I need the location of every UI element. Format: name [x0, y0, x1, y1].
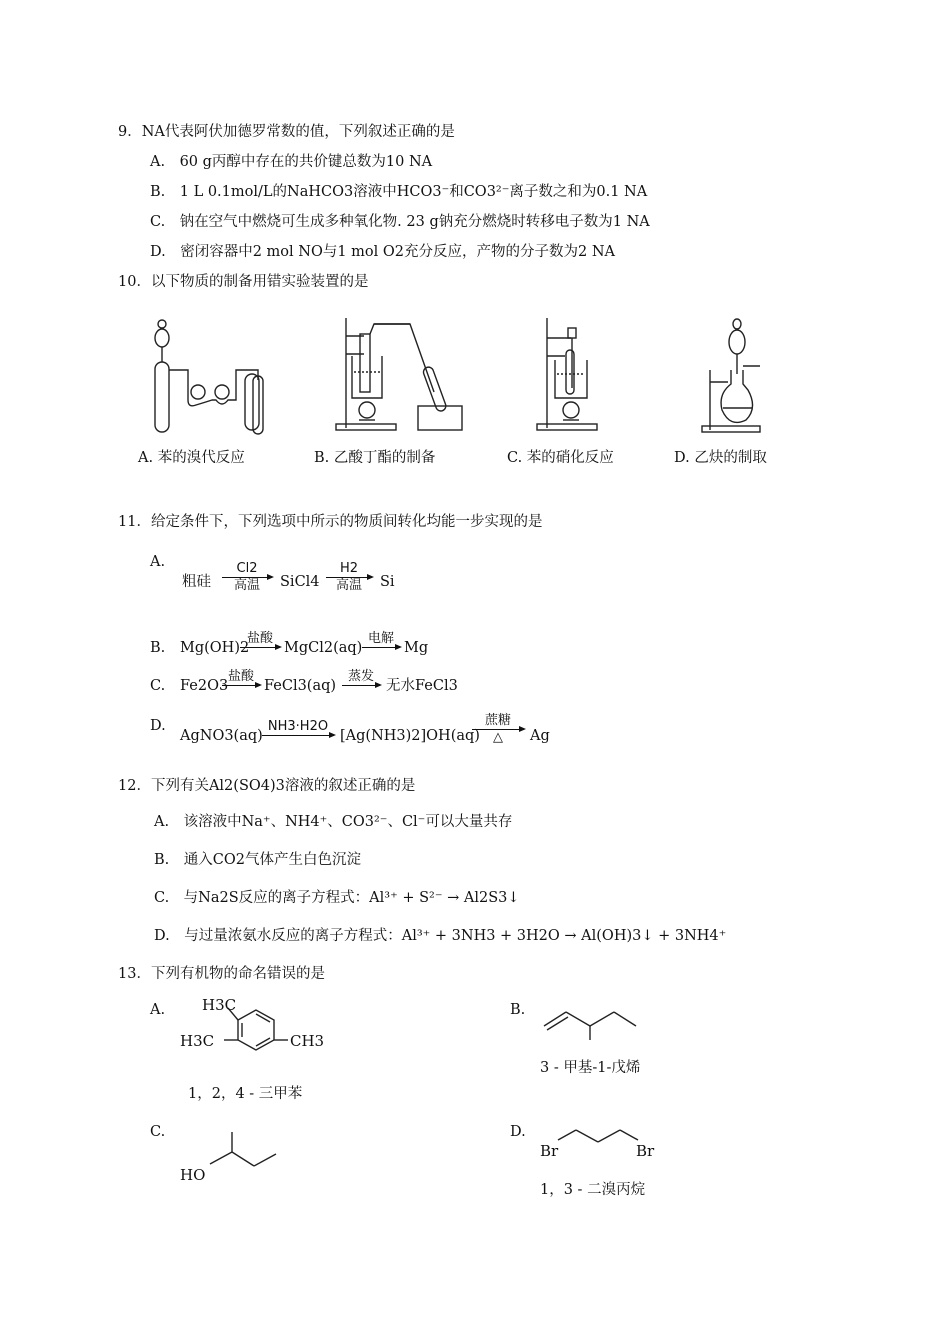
q11-option-a-label: A.	[150, 554, 166, 570]
q11-c-r1-reagent: 盐酸	[227, 669, 254, 684]
q11-c-end: 无水FeCl3	[386, 678, 458, 694]
q11-c-r2-reagent: 蒸发	[347, 669, 374, 684]
q12-stem: 12．下列有关Al2(SO4)3溶液的叙述正确的是	[118, 778, 416, 794]
q9-option-c: C. 钠在空气中燃烧可生成多种氧化物. 23 g钠充分燃烧时转移电子数为1 NA	[150, 214, 650, 230]
q11-b-start: Mg(OH)2	[180, 640, 250, 656]
q11-a-r1-arrow	[222, 577, 272, 578]
q11-c-r2-arrow	[342, 685, 380, 686]
apparatus-b-butyl-acetate	[334, 310, 464, 440]
q11-a-reaction-1	[222, 562, 272, 593]
q9-option-d: D. 密闭容器中2 mol NO与1 mol O2充分反应，产物的分子数为2 NA	[150, 244, 616, 260]
q9-option-b: B. 1 L 0.1mol/L的NaHCO3溶液中HCO3⁻和CO3²⁻离子数之和为0.1 NA	[150, 184, 648, 200]
q10-option-b: B. 乙酸丁酯的制备	[314, 450, 436, 466]
q10-option-c: C. 苯的硝化反应	[507, 450, 614, 466]
q13-c-ho: HO	[180, 1166, 206, 1184]
q11-b-r2-reagent: 电解	[367, 631, 394, 646]
q13-option-b-label: B.	[510, 1002, 526, 1018]
q13-stem: 13．下列有机物的命名错误的是	[118, 966, 325, 982]
apparatus-d-acetylene	[700, 310, 780, 440]
q11-c-mid: FeCl3(aq)	[264, 678, 337, 694]
q11-a-reaction-2	[326, 562, 372, 593]
q12-option-c: C. 与Na2S反应的离子方程式：Al³⁺ + S²⁻ → Al2S3↓	[154, 890, 520, 906]
q11-d-r2-reagent: 蔗糖	[484, 713, 511, 728]
q11-a-r2-arrow	[326, 577, 372, 578]
q11-b-mid: MgCl2(aq)	[284, 640, 363, 656]
q11-d-start: AgNO3(aq)	[180, 728, 263, 744]
q13-c-structure	[180, 1128, 280, 1188]
q11-option-c-label: C.	[150, 678, 166, 694]
q11-a-r1-condition: 高温	[233, 578, 260, 593]
q13-b-structure	[540, 998, 640, 1038]
q11-d-r2-condition: △	[493, 730, 503, 745]
q10-stem: 10．以下物质的制备用错实验装置的是	[118, 274, 369, 290]
q11-b-r1-arrow	[240, 647, 280, 648]
q13-a-ch3-top: H3C	[202, 996, 237, 1014]
q10-option-a: A. 苯的溴代反应	[138, 450, 245, 466]
apparatus-a-bromination	[150, 310, 270, 440]
q13-a-ch3-left: H3C	[180, 1032, 215, 1050]
q13-a-ch3-right: CH3	[290, 1032, 325, 1050]
q13-option-a-label: A.	[150, 1002, 166, 1018]
q13-d-br-right: Br	[636, 1142, 655, 1160]
q11-b-end: Mg	[404, 640, 429, 656]
q11-d-r1-arrow	[262, 735, 334, 736]
q13-d-name: 1，3 - 二溴丙烷	[540, 1182, 646, 1198]
q13-option-d-label: D.	[510, 1124, 526, 1140]
q9-stem: 9．NA代表阿伏加德罗常数的值，下列叙述正确的是	[118, 124, 455, 140]
q11-a-r2-reagent: H2	[339, 561, 359, 576]
q11-a-mid: SiCl4	[280, 574, 320, 590]
q13-a-structure	[176, 994, 336, 1064]
q12-option-d: D. 与过量浓氨水反应的离子方程式：Al³⁺ + 3NH3 + 3H2O → Al(OH)3↓ + 3NH4⁺	[154, 928, 727, 944]
q11-d-r2-arrow	[472, 729, 524, 730]
q11-d-r1-reagent: NH3·H2O	[267, 719, 329, 734]
q11-c-r1-arrow	[222, 685, 260, 686]
q11-d-mid: [Ag(NH3)2]OH(aq)	[340, 728, 480, 744]
q11-c-reaction-2	[342, 670, 380, 687]
q13-b-name: 3 - 甲基-1-戊烯	[540, 1060, 641, 1076]
q12-option-b: B. 通入CO2气体产生白色沉淀	[154, 852, 361, 868]
q11-c-reaction-1	[222, 670, 260, 687]
q13-d-structure	[540, 1126, 660, 1166]
q11-option-d-label: D.	[150, 718, 166, 734]
q11-b-r1-reagent: 盐酸	[246, 631, 273, 646]
q11-a-start: 粗硅	[182, 574, 211, 590]
q11-d-reaction-2	[472, 714, 524, 745]
q11-c-start: Fe2O3	[180, 678, 229, 694]
q12-option-a: A. 该溶液中Na⁺、NH4⁺、CO3²⁻、Cl⁻可以大量共存	[154, 814, 513, 830]
q11-b-r2-arrow	[362, 647, 400, 648]
q10-option-d: D. 乙炔的制取	[674, 450, 767, 466]
apparatus-c-nitration	[535, 310, 625, 440]
q11-b-reaction-1	[240, 632, 280, 649]
q11-a-r2-condition: 高温	[335, 578, 362, 593]
q11-d-end: Ag	[530, 728, 550, 744]
q11-a-end: Si	[380, 574, 395, 590]
q9-option-a: A. 60 g丙醇中存在的共价键总数为10 NA	[150, 154, 433, 170]
q13-option-c-label: C.	[150, 1124, 166, 1140]
q11-option-b-label: B.	[150, 640, 166, 656]
q11-d-reaction-1	[262, 720, 334, 737]
q11-a-r1-reagent: Cl2	[236, 561, 258, 576]
q13-a-name: 1，2，4 - 三甲苯	[188, 1086, 303, 1102]
q11-b-reaction-2	[362, 632, 400, 649]
q11-stem: 11．给定条件下，下列选项中所示的物质间转化均能一步实现的是	[118, 514, 543, 530]
q13-d-br-left: Br	[540, 1142, 559, 1160]
